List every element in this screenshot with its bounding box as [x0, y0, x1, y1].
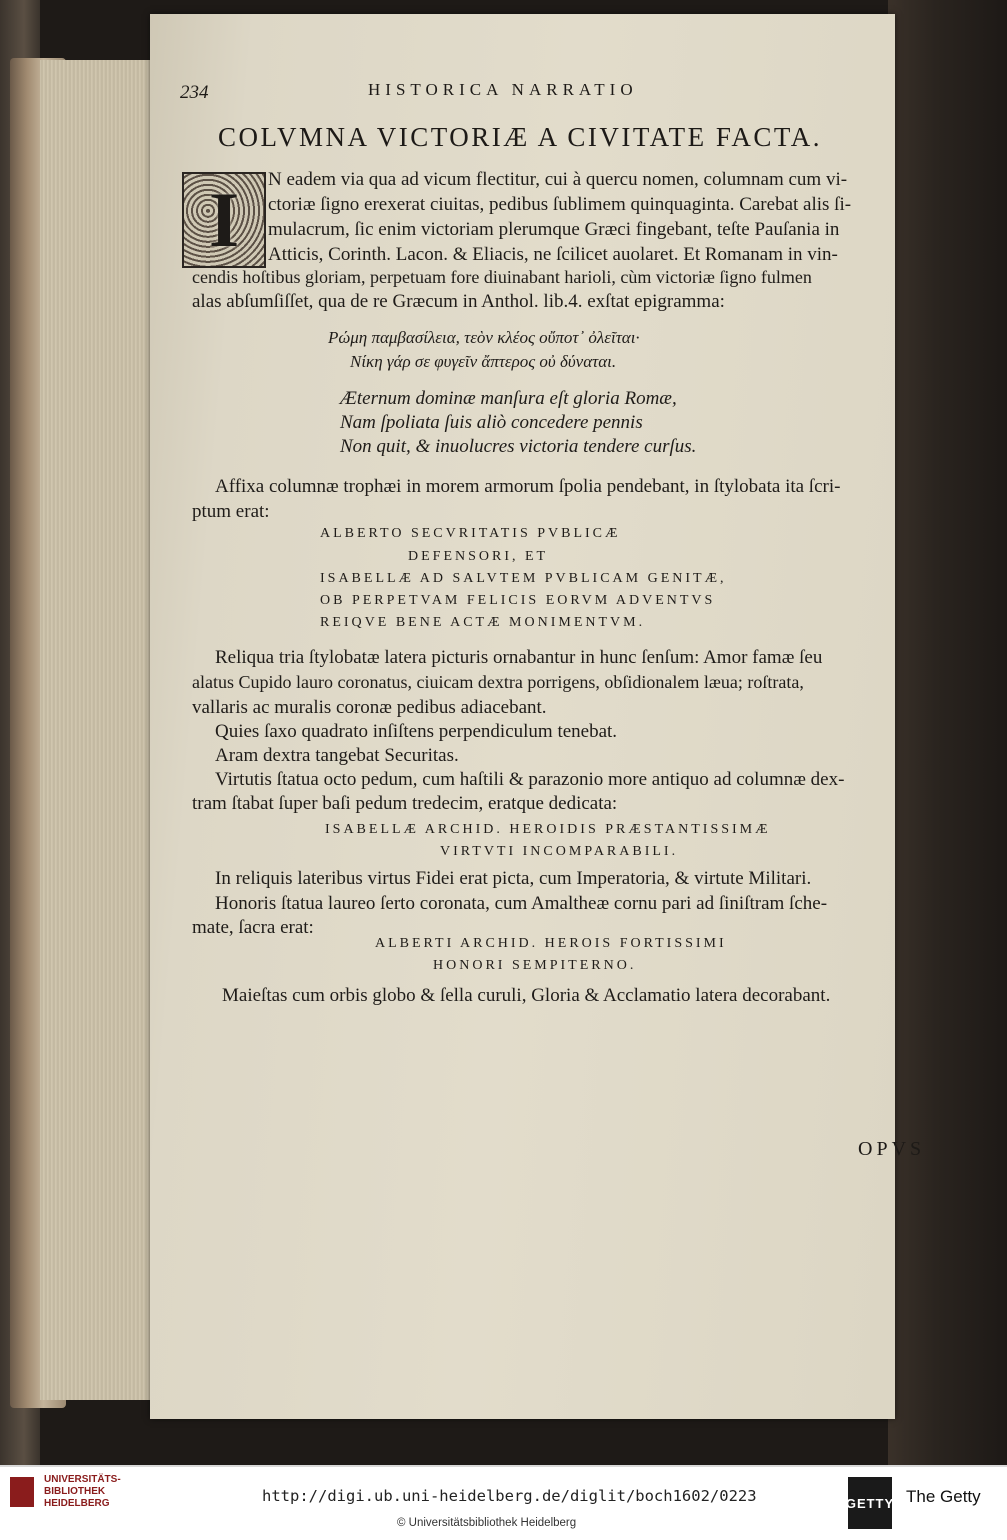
- inscription-line: HONORI SEMPITERNO.: [433, 958, 637, 973]
- text-line: Quies ſaxo quadrato inſiſtens perpendiculum tenebat.: [215, 721, 618, 742]
- section-title: COLVMNA VICTORIÆ A CIVITATE FACTA.: [218, 122, 822, 152]
- text-line: Honoris ſtatua laureo ſerto coronata, cum Amaltheæ cornu pari ad ſiniſtram ſche-: [215, 893, 828, 914]
- text-line: ctoriæ ſigno erexerat ciuitas, pedibus ſublimem quinquaginta. Carebat alis ſi-: [268, 194, 852, 215]
- copyright-notice: © Universitätsbibliothek Heidelberg: [397, 1517, 577, 1529]
- text-line: cendis hoſtibus gloriam, perpetuam fore diuinabant harioli, cùm victoriæ ſigno fulmen: [192, 267, 812, 287]
- latin-verse-line: Nam ſpoliata ſuis aliò concedere pennis: [340, 412, 643, 433]
- viewer-footer: [0, 1465, 1007, 1540]
- running-head: HISTORICA NARRATIO: [368, 80, 638, 99]
- page-number: 234: [180, 82, 209, 103]
- text-line: tram ſtabat ſuper baſi pedum tredecim, eratque dedicata:: [192, 793, 618, 814]
- catchword: OPVS: [858, 1138, 926, 1160]
- book-page: [150, 14, 926, 1419]
- document-url-link[interactable]: http://digi.ub.uni-heidelberg.de/diglit/boch1602/0223: [262, 1487, 757, 1505]
- university-library-name[interactable]: [44, 1474, 121, 1510]
- inscription-line: ALBERTO SECVRITATIS PVBLICÆ: [320, 526, 621, 541]
- text-line: Maieſtas cum orbis globo & ſella curuli, Gloria & Acclamatio latera decorabant.: [222, 985, 831, 1006]
- text-line: mate, ſacra erat:: [192, 917, 314, 938]
- text-line: Virtutis ſtatua octo pedum, cum haſtili & parazonio more antiquo ad columnæ dex-: [215, 769, 845, 790]
- text-line: mulacrum, ſic enim victoriam plerumque Græci fingebant, teſte Pauſania in: [268, 219, 840, 240]
- text-line: ptum erat:: [192, 501, 270, 522]
- text-line: Atticis, Corinth. Lacon. & Eliacis, ne ſcilicet auolaret. Et Romanam in vin-: [268, 244, 838, 265]
- initial-letter: I: [208, 176, 240, 263]
- text-line: N eadem via qua ad vicum flectitur, cui à quercu nomen, columnam cum vi-: [268, 169, 848, 190]
- text-line: alatus Cupido lauro coronatus, ciuicam dextra porrigens, obſidionalem læua; roſtrata,: [192, 672, 804, 692]
- inscription-line: ISABELLÆ AD SALVTEM PVBLICAM GENITÆ,: [320, 571, 727, 586]
- text-line: Aram dextra tangebat Securitas.: [215, 745, 459, 766]
- inscription-line: ISABELLÆ ARCHID. HEROIDIS PRÆSTANTISSIMÆ: [325, 822, 771, 837]
- inscription-line: ALBERTI ARCHID. HEROIS FORTISSIMI: [375, 936, 727, 951]
- text-line: alas abſumſiſſet, qua de re Græcum in Anthol. lib.4. exſtat epigramma:: [192, 291, 725, 312]
- library-name-line: BIBLIOTHEK: [44, 1486, 106, 1497]
- latin-verse-line: Æternum dominæ manſura eſt gloria Romæ,: [340, 388, 677, 409]
- text-line: Affixa columnæ trophæi in morem armorum ſpolia pendebant, in ſtylobata ita ſcri-: [215, 476, 841, 497]
- text-line: Reliqua tria ſtylobatæ latera picturis ornabantur in hunc ſenſum: Amor famæ ſeu: [215, 647, 823, 668]
- university-library-logo-icon[interactable]: [10, 1477, 34, 1507]
- greek-verse-line: Νίκη γάρ σε φυγεῖν ἄπτερος οὐ δύναται.: [350, 352, 617, 371]
- background-right: [888, 0, 1007, 1465]
- decorated-initial: [182, 172, 266, 268]
- page-stack-edge: [40, 60, 160, 1400]
- library-name-line: HEIDELBERG: [44, 1498, 110, 1509]
- getty-name[interactable]: The Getty: [906, 1487, 981, 1506]
- library-name-line: UNIVERSITÄTS-: [44, 1474, 121, 1485]
- inscription-line: REIQVE BENE ACTÆ MONIMENTVM.: [320, 615, 646, 630]
- inscription-line: DEFENSORI, ET: [408, 549, 549, 564]
- latin-verse-line: Non quit, & inuolucres victoria tendere curſus.: [340, 436, 697, 457]
- inscription-line: OB PERPETVAM FELICIS EORVM ADVENTVS: [320, 593, 716, 608]
- text-line: In reliquis lateribus virtus Fidei erat picta, cum Imperatoria, & virtute Militari.: [215, 868, 812, 889]
- getty-logo-icon[interactable]: GETTY: [848, 1477, 892, 1529]
- footer-divider: [0, 1465, 1007, 1467]
- text-line: vallaris ac muralis coronæ pedibus adiacebant.: [192, 697, 547, 718]
- greek-verse-line: Ρώμη παμβασίλεια, τεὸν κλέος οὔποτ᾽ ὀλεῖται·: [328, 328, 640, 347]
- inscription-line: VIRTVTI INCOMPARABILI.: [440, 844, 679, 859]
